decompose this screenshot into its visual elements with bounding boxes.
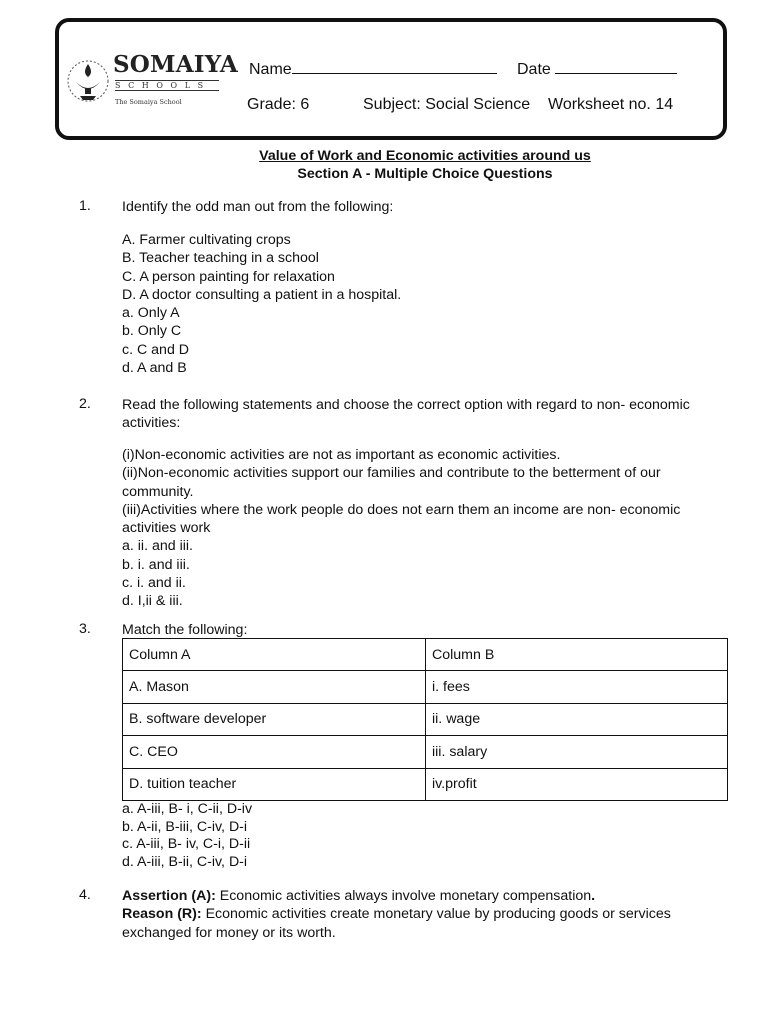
table-cell: B. software developer bbox=[123, 703, 426, 735]
question-1-text: Identify the odd man out from the following: bbox=[122, 199, 394, 215]
q3-option-c: c. A-iii, B- iv, C-i, D-ii bbox=[122, 836, 251, 852]
date-blank[interactable] bbox=[555, 59, 677, 74]
column-b-header: Column B bbox=[426, 639, 728, 671]
table-cell: ii. wage bbox=[426, 703, 728, 735]
assertion-label: Assertion (A): bbox=[122, 888, 216, 904]
question-2-text: Read the following statements and choose the correct option with regard to non- economic activities: bbox=[122, 397, 690, 432]
q2-statement-1: (i)Non-economic activities are not as important as economic activities. bbox=[122, 447, 561, 463]
section-heading: Section A - Multiple Choice Questions bbox=[297, 166, 553, 182]
q1-item-d: D. A doctor consulting a patient in a hospital. bbox=[122, 286, 402, 303]
name-blank[interactable] bbox=[292, 59, 497, 74]
date-label: Date bbox=[517, 61, 551, 78]
subject-label: Subject: Social Science bbox=[363, 96, 531, 113]
date-field[interactable] bbox=[517, 59, 677, 79]
table-cell: iii. salary bbox=[426, 736, 728, 768]
q2-option-d: d. I,ii & iii. bbox=[122, 593, 183, 610]
question-2-number: 2. bbox=[79, 396, 91, 412]
table-row bbox=[123, 736, 728, 768]
question-1-options bbox=[122, 231, 401, 377]
q1-item-b: B. Teacher teaching in a school bbox=[122, 250, 319, 267]
name-label: Name bbox=[249, 61, 292, 78]
worksheet-number: Worksheet no. 14 bbox=[548, 96, 674, 113]
question-3-options bbox=[122, 801, 252, 871]
lamp-emblem-icon bbox=[66, 52, 110, 110]
q2-option-c: c. i. and ii. bbox=[122, 575, 186, 592]
table-cell: i. fees bbox=[426, 671, 728, 703]
q1-option-d: d. A and B bbox=[122, 360, 187, 377]
match-table bbox=[122, 638, 728, 801]
assertion-text: Economic activities always involve monetary compensation bbox=[215, 888, 592, 904]
q3-option-b: b. A-ii, B-iii, C-iv, D-i bbox=[122, 818, 248, 835]
q2-option-a: a. ii. and iii. bbox=[122, 538, 193, 555]
q1-option-a: a. Only A bbox=[122, 305, 180, 322]
logo-tagline: The Somaiya School bbox=[115, 98, 182, 106]
question-3-text: Match the following: bbox=[122, 622, 248, 638]
q2-option-b: b. i. and iii. bbox=[122, 556, 190, 573]
q1-option-b: b. Only C bbox=[122, 323, 182, 340]
grade-label: Grade: 6 bbox=[247, 96, 310, 113]
q1-option-c: c. C and D bbox=[122, 341, 190, 358]
table-cell: iv.profit bbox=[426, 768, 728, 800]
name-field[interactable] bbox=[249, 59, 497, 79]
logo-wordmark: SOMAIYA bbox=[113, 51, 238, 78]
worksheet-title bbox=[0, 148, 768, 164]
question-3-number: 3. bbox=[79, 621, 91, 637]
question-2-statements bbox=[122, 446, 728, 611]
question-4-number: 4. bbox=[79, 887, 91, 903]
reason-line bbox=[122, 905, 728, 942]
reason-text: Economic activities create monetary value by producing goods or services exchanged for money or its worth. bbox=[122, 906, 671, 941]
column-a-header: Column A bbox=[123, 639, 426, 671]
assertion-line bbox=[122, 887, 728, 905]
q1-item-a: A. Farmer cultivating crops bbox=[122, 232, 291, 248]
table-cell: A. Mason bbox=[123, 671, 426, 703]
table-cell: D. tuition teacher bbox=[123, 768, 426, 800]
q2-statement-3: (iii)Activities where the work people do does not earn them an income are non- economic activities work bbox=[122, 501, 681, 537]
q3-option-d: d. A-iii, B-ii, C-iv, D-i bbox=[122, 853, 248, 870]
q2-statement-2: (ii)Non-economic activities support our families and contribute to the betterment of our community. bbox=[122, 465, 661, 500]
table-row bbox=[123, 639, 728, 671]
table-cell: C. CEO bbox=[123, 736, 426, 768]
table-row bbox=[123, 768, 728, 800]
assertion-period: . bbox=[591, 888, 596, 904]
q3-option-a: a. A-iii, B- i, C-ii, D-iv bbox=[122, 801, 253, 817]
somaiya-logo bbox=[66, 50, 238, 112]
question-1-number: 1. bbox=[79, 198, 91, 214]
worksheet-title-text: Value of Work and Economic activities around us bbox=[259, 148, 591, 164]
reason-label: Reason (R): bbox=[122, 906, 202, 923]
question-4-text bbox=[122, 887, 728, 942]
table-row bbox=[123, 703, 728, 735]
q1-item-c: C. A person painting for relaxation bbox=[122, 268, 335, 285]
logo-subtitle: SCHOOLS bbox=[115, 80, 219, 91]
table-row bbox=[123, 671, 728, 703]
